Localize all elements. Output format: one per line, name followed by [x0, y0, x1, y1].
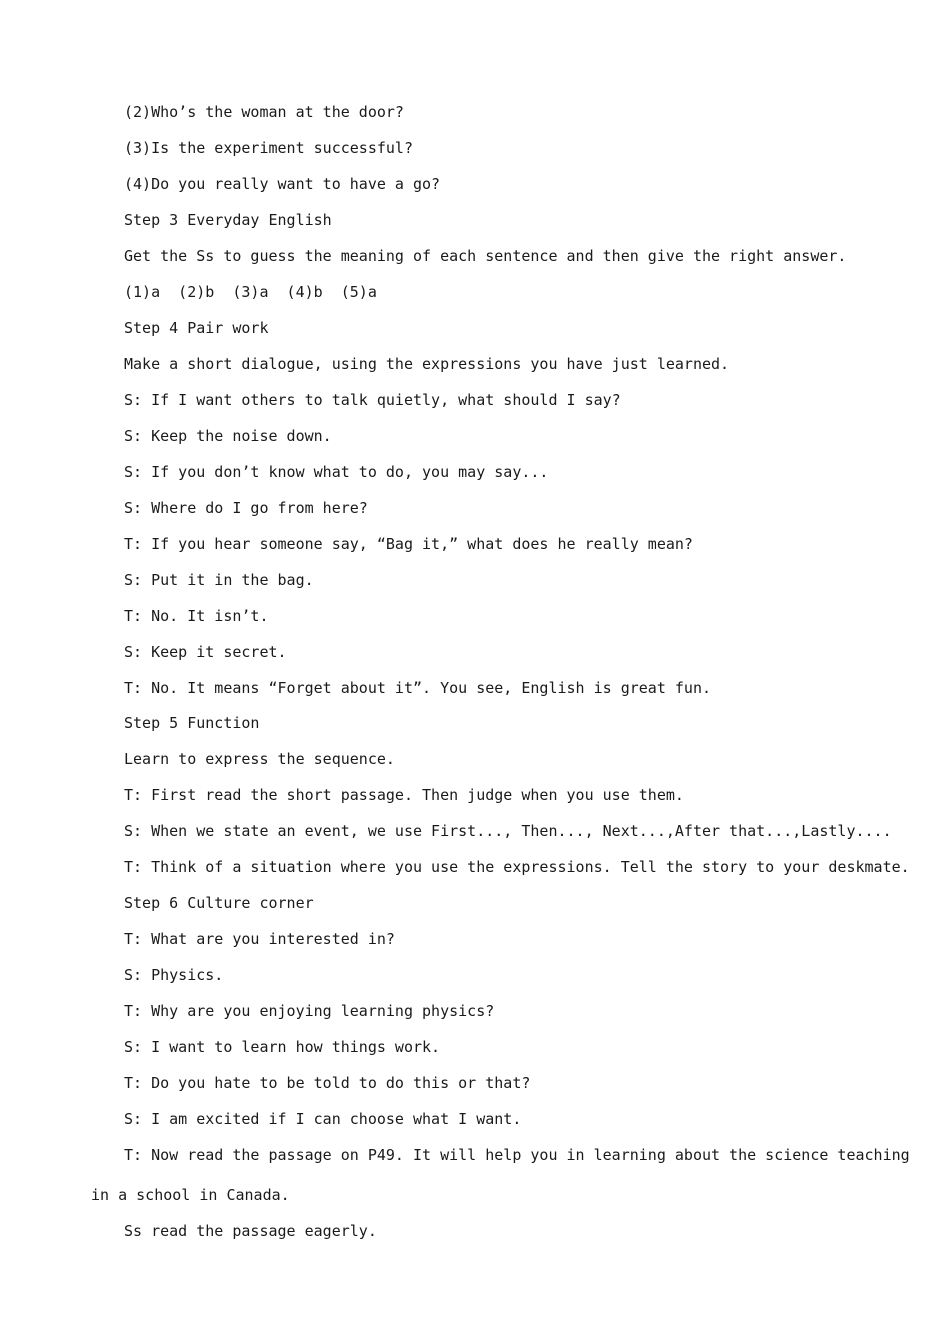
dialogue-line: T: Why are you enjoying learning physics?: [124, 1002, 495, 1020]
dialogue-line: S: I want to learn how things work.: [124, 1038, 441, 1056]
dialogue-line: T: Now read the passage on P49. It will help you in learning about the science teaching: [124, 1146, 910, 1164]
closing-line: Ss read the passage eagerly.: [124, 1222, 377, 1240]
step-heading: Step 5 Function: [124, 714, 260, 732]
step-heading: Step 4 Pair work: [124, 319, 269, 337]
dialogue-line: T: No. It means “Forget about it”. You see, English is great fun.: [124, 679, 711, 697]
question-line: (2)Who’s the woman at the door?: [124, 103, 404, 121]
instruction-line: Learn to express the sequence.: [124, 750, 395, 768]
step-heading: Step 3 Everyday English: [124, 211, 332, 229]
dialogue-line: T: First read the short passage. Then judge when you use them.: [124, 786, 684, 804]
dialogue-line: S: When we state an event, we use First..., Then..., Next...,After that...,Lastly....: [124, 822, 892, 840]
dialogue-line: T: What are you interested in?: [124, 930, 395, 948]
dialogue-continuation-line: in a school in Canada.: [91, 1186, 290, 1204]
dialogue-line: T: Do you hate to be told to do this or that?: [124, 1074, 531, 1092]
question-line: (4)Do you really want to have a go?: [124, 175, 441, 193]
dialogue-line: S: Keep the noise down.: [124, 427, 332, 445]
instruction-line: Make a short dialogue, using the expressions you have just learned.: [124, 355, 730, 373]
step-heading: Step 6 Culture corner: [124, 894, 314, 912]
dialogue-line: S: If I want others to talk quietly, what should I say?: [124, 391, 621, 409]
dialogue-line: S: If you don’t know what to do, you may say...: [124, 463, 549, 481]
dialogue-line: S: Put it in the bag.: [124, 571, 314, 589]
dialogue-line: T: No. It isn’t.: [124, 607, 269, 625]
dialogue-line: S: I am excited if I can choose what I want.: [124, 1110, 522, 1128]
instruction-line: Get the Ss to guess the meaning of each sentence and then give the right answer.: [124, 247, 847, 265]
dialogue-line: S: Where do I go from here?: [124, 499, 368, 517]
dialogue-line: T: Think of a situation where you use the expressions. Tell the story to your deskmate.: [124, 858, 910, 876]
dialogue-line: T: If you hear someone say, “Bag it,” what does he really mean?: [124, 535, 693, 553]
dialogue-line: S: Physics.: [124, 966, 224, 984]
answer-key-line: (1)a (2)b (3)a (4)b (5)a: [124, 283, 377, 301]
dialogue-line: S: Keep it secret.: [124, 643, 287, 661]
question-line: (3)Is the experiment successful?: [124, 139, 413, 157]
